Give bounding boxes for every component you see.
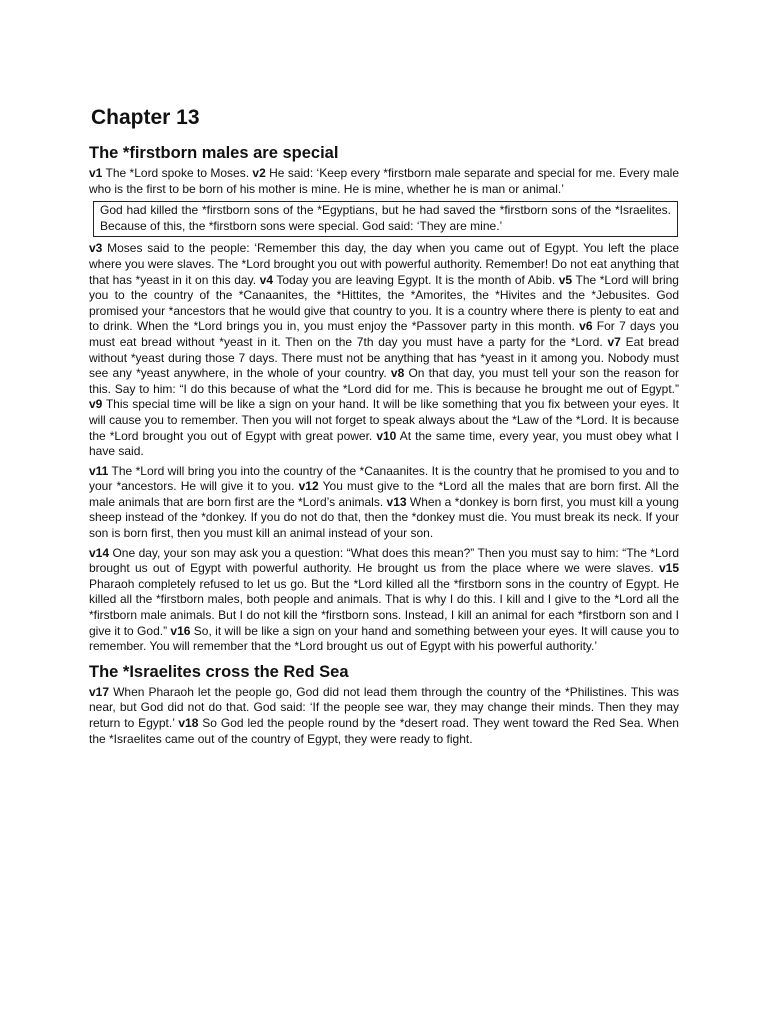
note-box: God had killed the *firstborn sons of the *Egyptians, but he had saved the *firstborn sons of the *Israelites. Because of this, the *firstborn sons were special. God said: ‘They are mine.’ xyxy=(93,201,678,237)
verse-text: The *Lord spoke to Moses. xyxy=(102,166,253,180)
verse-text: The *Lord will bring you to the country of the *Canaanites, the *Hittites, the *Amorites, the *Hivites and the *Jebusites. God promised your *ancestors that he would give that country to you. It is a country where there is plenty to eat and to drink. When the *Lord brings you in, you must enjoy the *Passover party in this month. xyxy=(89,272,679,334)
verse-number: v16 xyxy=(170,623,191,638)
verse-number: v5 xyxy=(558,272,573,287)
verse-number: v18 xyxy=(178,716,199,730)
verse-text: So God led the people round by the *desert road. They went toward the Red Sea. When the *Israelites came out of the country of Egypt, they were ready to fight. xyxy=(89,716,679,746)
verse-number: v2 xyxy=(252,166,266,180)
section-heading: The *Israelites cross the Red Sea xyxy=(89,662,349,681)
verse-text: Eat bread without *yeast during those 7 days. There must not be anything that has *yeast in it among you. Nobody must see any *yeast anywhere, in the whole of your country. xyxy=(89,334,679,381)
verse-text: You must give to the *Lord all the males that are born first. All the male animals that are born first are the *Lord’s animals. xyxy=(89,479,680,509)
verse-number: v13 xyxy=(386,494,407,509)
verse-text: On that day, you must tell your son the reason for this. Say to him: “I do this because of what the *Lord did for me. This is because he brought me out of Egypt.” xyxy=(89,366,679,396)
verse-paragraph xyxy=(89,685,679,747)
section-2-paragraphs xyxy=(89,685,679,747)
verse-paragraph xyxy=(89,464,679,542)
verse-number: v8 xyxy=(390,366,405,381)
verse-number: v9 xyxy=(89,397,103,412)
verse-text: Pharaoh completely refused to let us go. But the *Lord killed all the *firstborn sons in the country of Egypt. He killed all the *firstborn males, both people and animals. That is why I do this. I kill and I give to the *Lord all the *firstborn male animals. But I do not kill the *firstborn sons. Instead, I kill an animal for each *firstborn son and I give it to God.” xyxy=(89,576,679,638)
verse-text: So, it will be like a sign on your hand and something between your eyes. It will cause you to remember. You will remember that the *Lord brought us out of Egypt with his powerful authority.’ xyxy=(89,623,679,654)
verse-number: v14 xyxy=(89,545,110,560)
verse-text: Today you are leaving Egypt. It is the month of Abib. xyxy=(273,272,559,287)
verse-text: This special time will be like a sign on your hand. It will be like something that you fix between your eyes. It will cause you to remember. Then you will not forget to speak always about the *Law of the *Lord. It is because the *Lord brought you out of Egypt with great power. xyxy=(89,397,679,443)
verse-text: For 7 days you must eat bread without *yeast in it. Then on the 7th day you must have a party for the *Lord. xyxy=(89,319,679,349)
verse-number: v6 xyxy=(579,319,593,334)
verse-text: When a *donkey is born first, you must kill a young sheep instead of the *donkey. If you do not do that, then the *donkey must die. You must break its neck. If your son is born first, then you must kill an animal instead of your son. xyxy=(89,494,679,541)
verse-text: When Pharaoh let the people go, God did not lead them through the country of the *Philistines. This was near, but God did not do that. God said: ‘If the people see war, they may change their minds. Then they may return to Egypt.’ xyxy=(89,684,679,730)
chapter-title: Chapter 13 xyxy=(91,106,200,129)
verse-text: The *Lord will bring you into the country of the *Canaanites. It is the country that he promised to you and to your *ancestors. He will give it to you. xyxy=(89,463,679,494)
verse-paragraph xyxy=(89,166,679,197)
section-1-paragraphs xyxy=(89,166,679,197)
verse-number: v1 xyxy=(89,166,103,180)
verse-text: At the same time, every year, you must obey what I have said. xyxy=(89,428,680,459)
section-1-paragraphs-continued xyxy=(89,241,679,654)
section-heading: The *firstborn males are special xyxy=(89,144,339,162)
verse-number: v10 xyxy=(376,428,397,443)
verse-paragraph xyxy=(89,546,679,655)
verse-number: v3 xyxy=(89,241,103,256)
verse-paragraph xyxy=(89,241,679,459)
verse-text: Moses said to the people: ‘Remember this day, the day when you came out of Egypt. You left the place where you were slaves. The *Lord brought you out with powerful authority. Remember! Do not eat anything that that has *yeast in it on this day. xyxy=(89,241,679,287)
verse-number: v17 xyxy=(89,684,110,699)
verse-text: He said: ‘Keep every *firstborn male separate and special for me. Every male who is the first to be born of his mother is mine. He is mine, whether he is man or animal.’ xyxy=(89,166,680,196)
verse-text: One day, your son may ask you a question: “What does this mean?” Then you must say to him: “The *Lord brought us out of Egypt with powerful authority. He brought us from the place where we were slaves. xyxy=(89,545,679,576)
verse-number: v11 xyxy=(89,463,109,478)
verse-number: v7 xyxy=(607,334,621,349)
chapter-body xyxy=(89,142,679,751)
verse-number: v15 xyxy=(658,561,679,576)
verse-number: v4 xyxy=(259,272,273,287)
verse-number: v12 xyxy=(298,479,319,494)
